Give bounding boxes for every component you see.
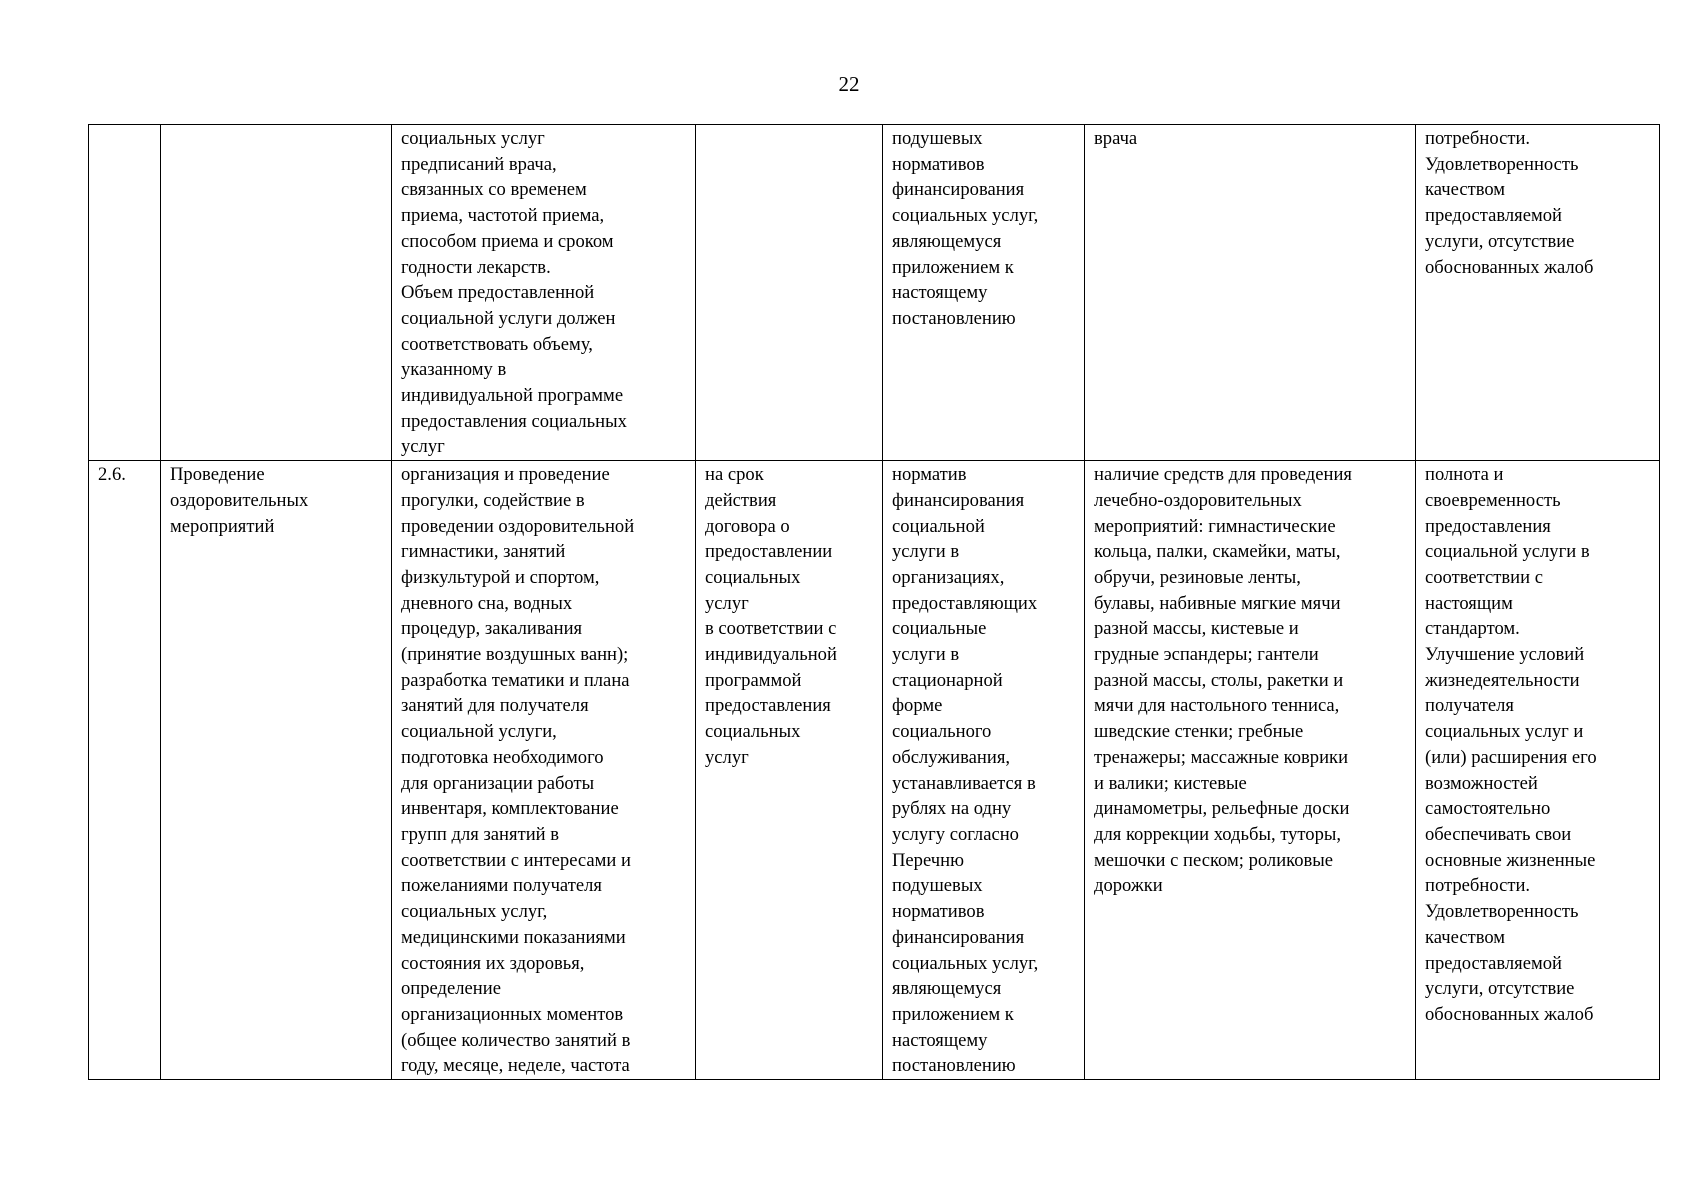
cell-financing-norm: норматив финансирования социальной услуги в организациях, предоставляющих социальные услуги в стационарной форме социального обслуживания, устанавливается в рублях на одну услугу согласно Перечню подушевых нормативов финансирования социальных услуг, являющемуся приложением к настоящему постановлению bbox=[883, 461, 1085, 1080]
cell-financing-norm: подушевых нормативов финансирования социальных услуг, являющемуся приложением к настоящему постановлению bbox=[883, 125, 1085, 461]
cell-service-name: Проведение оздоровительных мероприятий bbox=[161, 461, 392, 1080]
table-row bbox=[89, 461, 1660, 1080]
cell-service-term: на срок действия договора о предоставлении социальных услуг в соответствии с индивидуальной программой предоставления социальных услуг bbox=[696, 461, 883, 1080]
cell-service-conditions: врача bbox=[1085, 125, 1416, 461]
cell-quality-indicators: полнота и своевременность предоставления социальной услуги в соответствии с настоящим стандартом. Улучшение условий жизнедеятельности получателя социальных услуг и (или) расширения его возможностей самостоятельно обеспечивать свои основные жизненные потребности. Удовлетворенность качеством предоставляемой услуги, отсутствие обоснованных жалоб bbox=[1416, 461, 1660, 1080]
cell-service-name bbox=[161, 125, 392, 461]
cell-quality-indicators: потребности. Удовлетворенность качеством предоставляемой услуги, отсутствие обоснованных жалоб bbox=[1416, 125, 1660, 461]
cell-number bbox=[89, 125, 161, 461]
cell-service-description: социальных услуг предписаний врача, связанных со временем приема, частотой приема, способом приема и сроком годности лекарств. Объем предоставленной социальной услуги должен соответствовать объему, указанному в индивидуальной программе предоставления социальных услуг bbox=[392, 125, 696, 461]
table-row bbox=[89, 125, 1660, 461]
cell-service-term bbox=[696, 125, 883, 461]
page-number: 22 bbox=[838, 72, 860, 96]
cell-number: 2.6. bbox=[89, 461, 161, 1080]
standards-table bbox=[88, 124, 1660, 1080]
cell-service-description: организация и проведение прогулки, содействие в проведении оздоровительной гимнастики, занятий физкультурой и спортом, дневного сна, водных процедур, закаливания (принятие воздушных ванн); разработка тематики и плана занятий для получателя социальной услуги, подготовка необходимого для организации работы инвентаря, комплектование групп для занятий в соответствии с интересами и пожеланиями получателя социальных услуг, медицинскими показаниями состояния их здоровья, определение организационных моментов (общее количество занятий в году, месяце, неделе, частота bbox=[392, 461, 696, 1080]
cell-service-conditions: наличие средств для проведения лечебно-оздоровительных мероприятий: гимнастические кольца, палки, скамейки, маты, обручи, резиновые ленты, булавы, набивные мягкие мячи разной массы, кистевые и грудные эспандеры; гантели разной массы, столы, ракетки и мячи для настольного тенниса, шведские стенки; гребные тренажеры; массажные коврики и валики; кистевые динамометры, рельефные доски для коррекции ходьбы, туторы, мешочки с песком; роликовые дорожки bbox=[1085, 461, 1416, 1080]
